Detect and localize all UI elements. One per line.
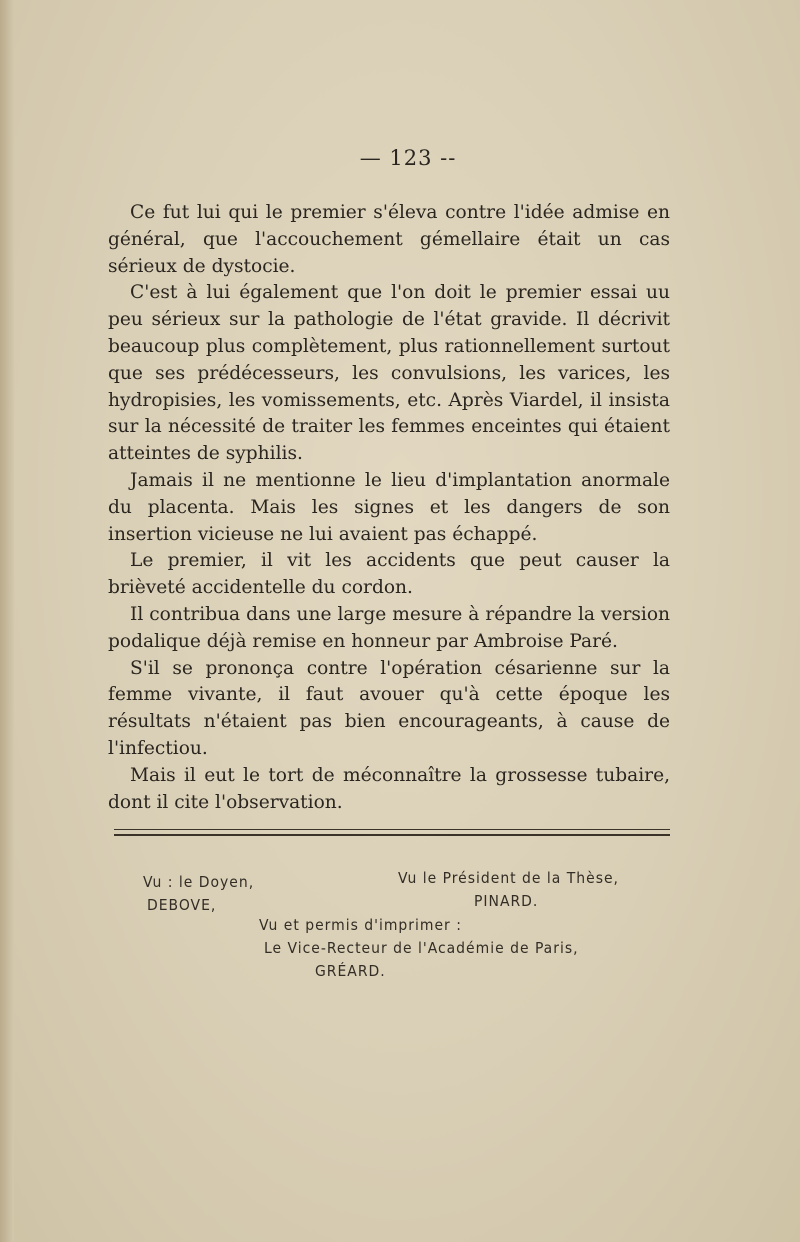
body-text (108, 200, 670, 816)
paragraph: Ce fut lui qui le premier s'éleva contre l'idée admise en général, que l'accouchement gémellaire était un cas sérieux de dystocie. (108, 202, 670, 277)
signature-doyen-name: DEBOVE, (147, 896, 217, 914)
paragraph: Il contribua dans une large mesure à répandre la version podalique déjà remise en honneur par Ambroise Paré. (108, 603, 670, 652)
signature-president-title: Vu le Président de la Thèse, (398, 869, 619, 887)
paragraph: Le premier, il vit les accidents que peut causer la brièveté accidentelle du cordon. (108, 550, 670, 599)
page-number: — 123 -- (359, 146, 457, 170)
paragraph: S'il se prononça contre l'opération césarienne sur la femme vivante, il faut avouer qu'à cette époque les résultats n'étaient pas bien encourageants, à cause de l'infectiou. (108, 657, 670, 759)
signature-doyen (143, 871, 254, 917)
signature-doyen-title: Vu : le Doyen, (143, 873, 255, 891)
divider-rule-thick (114, 834, 670, 836)
signature-president-name: PINARD. (474, 892, 539, 910)
paragraph: Jamais il ne mentionne le lieu d'implantation anormale du placenta. Mais les signes et les dangers de son insertion vicieuse ne lui avaient pas échappé. (108, 469, 670, 545)
paragraph: C'est à lui également que l'on doit le premier essai uu peu sérieux sur la pathologie de l'état gravide. Il décrivit beaucoup plus complètement, plus rationnellement surtout que ses prédécesseurs, les convulsions, les varices, les hydropisies, les vomissements, etc. Après Viardel, il insista sur la nécessité de traiter les femmes enceintes qui étaient atteintes de syphilis. (108, 282, 670, 465)
signature-president (398, 867, 619, 913)
signature-recteur-name: GRÉARD. (315, 962, 386, 980)
page-spine-shadow (0, 0, 14, 1242)
signature-recteur-title: Le Vice-Recteur de l'Académie de Paris, (264, 939, 579, 957)
paragraph: Mais il eut le tort de méconnaître la grossesse tubaire, dont il cite l'observation. (108, 764, 670, 813)
signature-recteur-permit: Vu et permis d'imprimer : (259, 916, 462, 934)
signature-recteur (259, 914, 579, 983)
divider-rule (114, 829, 670, 830)
